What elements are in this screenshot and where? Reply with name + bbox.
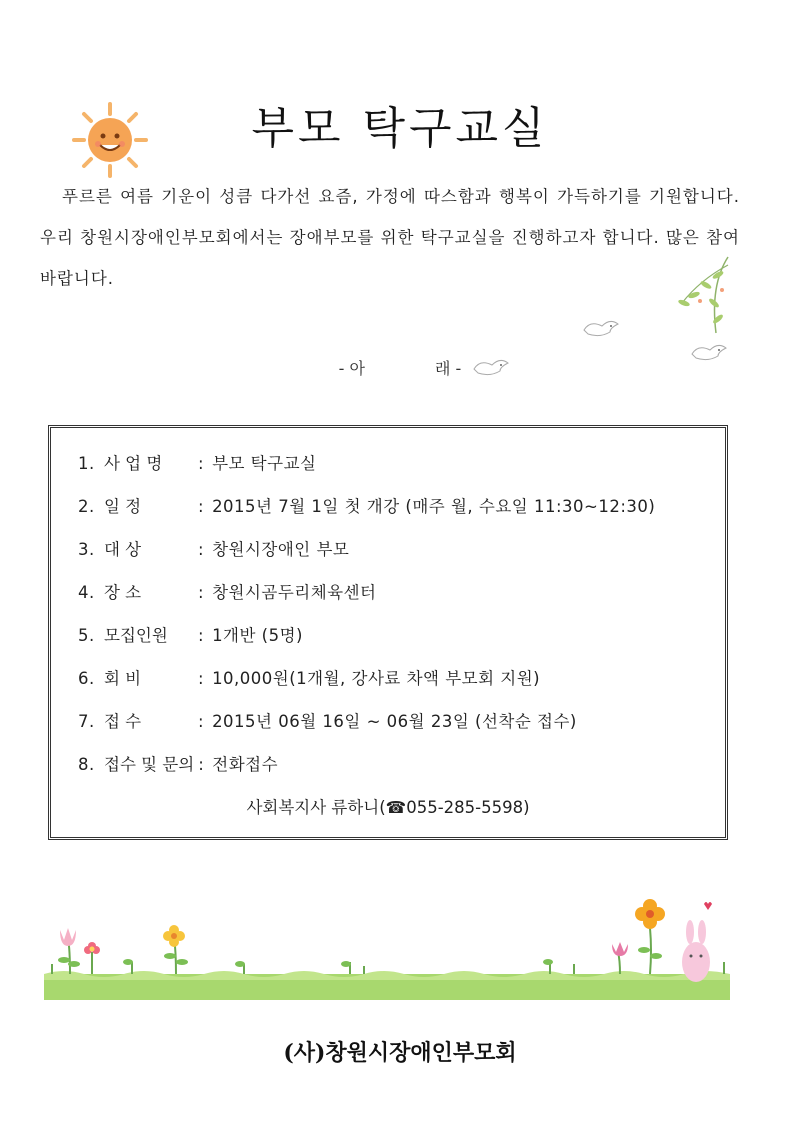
detail-value: 창원시곰두리체육센터 — [212, 583, 377, 602]
detail-item: 3. 대 상 : 창원시장애인 부모 — [78, 536, 349, 560]
detail-label: 회 비 — [104, 669, 142, 688]
detail-number: 3. — [78, 540, 95, 559]
detail-label: 접수 및 문의 — [104, 755, 195, 774]
phone-icon: (☎ — [379, 798, 407, 817]
willow-branch-illustration — [670, 255, 732, 335]
detail-item: 7. 접 수 : 2015년 06월 16일 ~ 06월 23일 (선착순 접수) — [78, 708, 577, 732]
below-heading — [0, 356, 800, 379]
detail-number: 2. — [78, 497, 95, 516]
detail-value: 2015년 06월 16일 ~ 06월 23일 (선착순 접수) — [212, 712, 577, 731]
detail-label: 모집인원 — [104, 626, 168, 645]
detail-number: 8. — [78, 755, 95, 774]
detail-value: 창원시장애인 부모 — [212, 540, 350, 559]
below-heading-left: - 아 — [338, 359, 365, 378]
detail-number: 5. — [78, 626, 95, 645]
detail-value: 전화접수 — [212, 755, 279, 774]
bird-icon — [580, 316, 622, 340]
bird-icon — [470, 355, 512, 379]
detail-label: 접 수 — [104, 712, 142, 731]
detail-item: 2. 일 정 : 2015년 7월 1일 첫 개강 (매주 월, 수요일 11:30~12:30) — [78, 493, 655, 517]
detail-number: 6. — [78, 669, 95, 688]
intro-paragraph — [40, 176, 740, 299]
detail-label: 장 소 — [104, 583, 142, 602]
details-box — [48, 425, 728, 840]
detail-number: 4. — [78, 583, 95, 602]
organization-footer: (사)창원시장애인부모회 — [283, 1040, 517, 1066]
detail-item: 8. 접수 및 문의 : 전화접수 — [78, 751, 278, 775]
detail-label: 일 정 — [104, 497, 142, 516]
detail-value: 부모 탁구교실 — [212, 454, 317, 473]
detail-label: 사 업 명 — [104, 454, 163, 473]
detail-number: 1. — [78, 454, 95, 473]
meadow-illustration — [44, 890, 730, 1000]
detail-item: 4. 장 소 : 창원시곰두리체육센터 — [78, 579, 376, 603]
page-title: 부모 탁구교실 — [251, 103, 549, 154]
contact-phone: 055-285-5598) — [406, 798, 530, 817]
detail-label: 대 상 — [104, 540, 142, 559]
detail-item: 5. 모집인원 : 1개반 (5명) — [78, 622, 303, 646]
detail-item: 6. 회 비 : 10,000원(1개월, 강사료 차액 부모회 지원) — [78, 665, 540, 689]
detail-number: 7. — [78, 712, 95, 731]
detail-item: 1. 사 업 명 : 부모 탁구교실 — [78, 450, 316, 474]
below-heading-right: 래 - — [435, 359, 462, 378]
contact-line — [51, 794, 725, 818]
contact-name: 사회복지사 류하니 — [246, 798, 380, 817]
detail-value: 10,000원(1개월, 강사료 차액 부모회 지원) — [212, 669, 541, 688]
detail-value: 1개반 (5명) — [212, 626, 303, 645]
detail-value: 2015년 7월 1일 첫 개강 (매주 월, 수요일 11:30~12:30) — [212, 497, 656, 516]
intro-text: 푸르른 여름 기운이 성큼 다가선 요즘, 가정에 따스함과 행복이 가득하기를 기원합니다. 우리 창원시장애인부모회에서는 장애부모를 위한 탁구교실을 진행하고자 합니다. 많은 참여 바랍니다. — [40, 187, 740, 288]
